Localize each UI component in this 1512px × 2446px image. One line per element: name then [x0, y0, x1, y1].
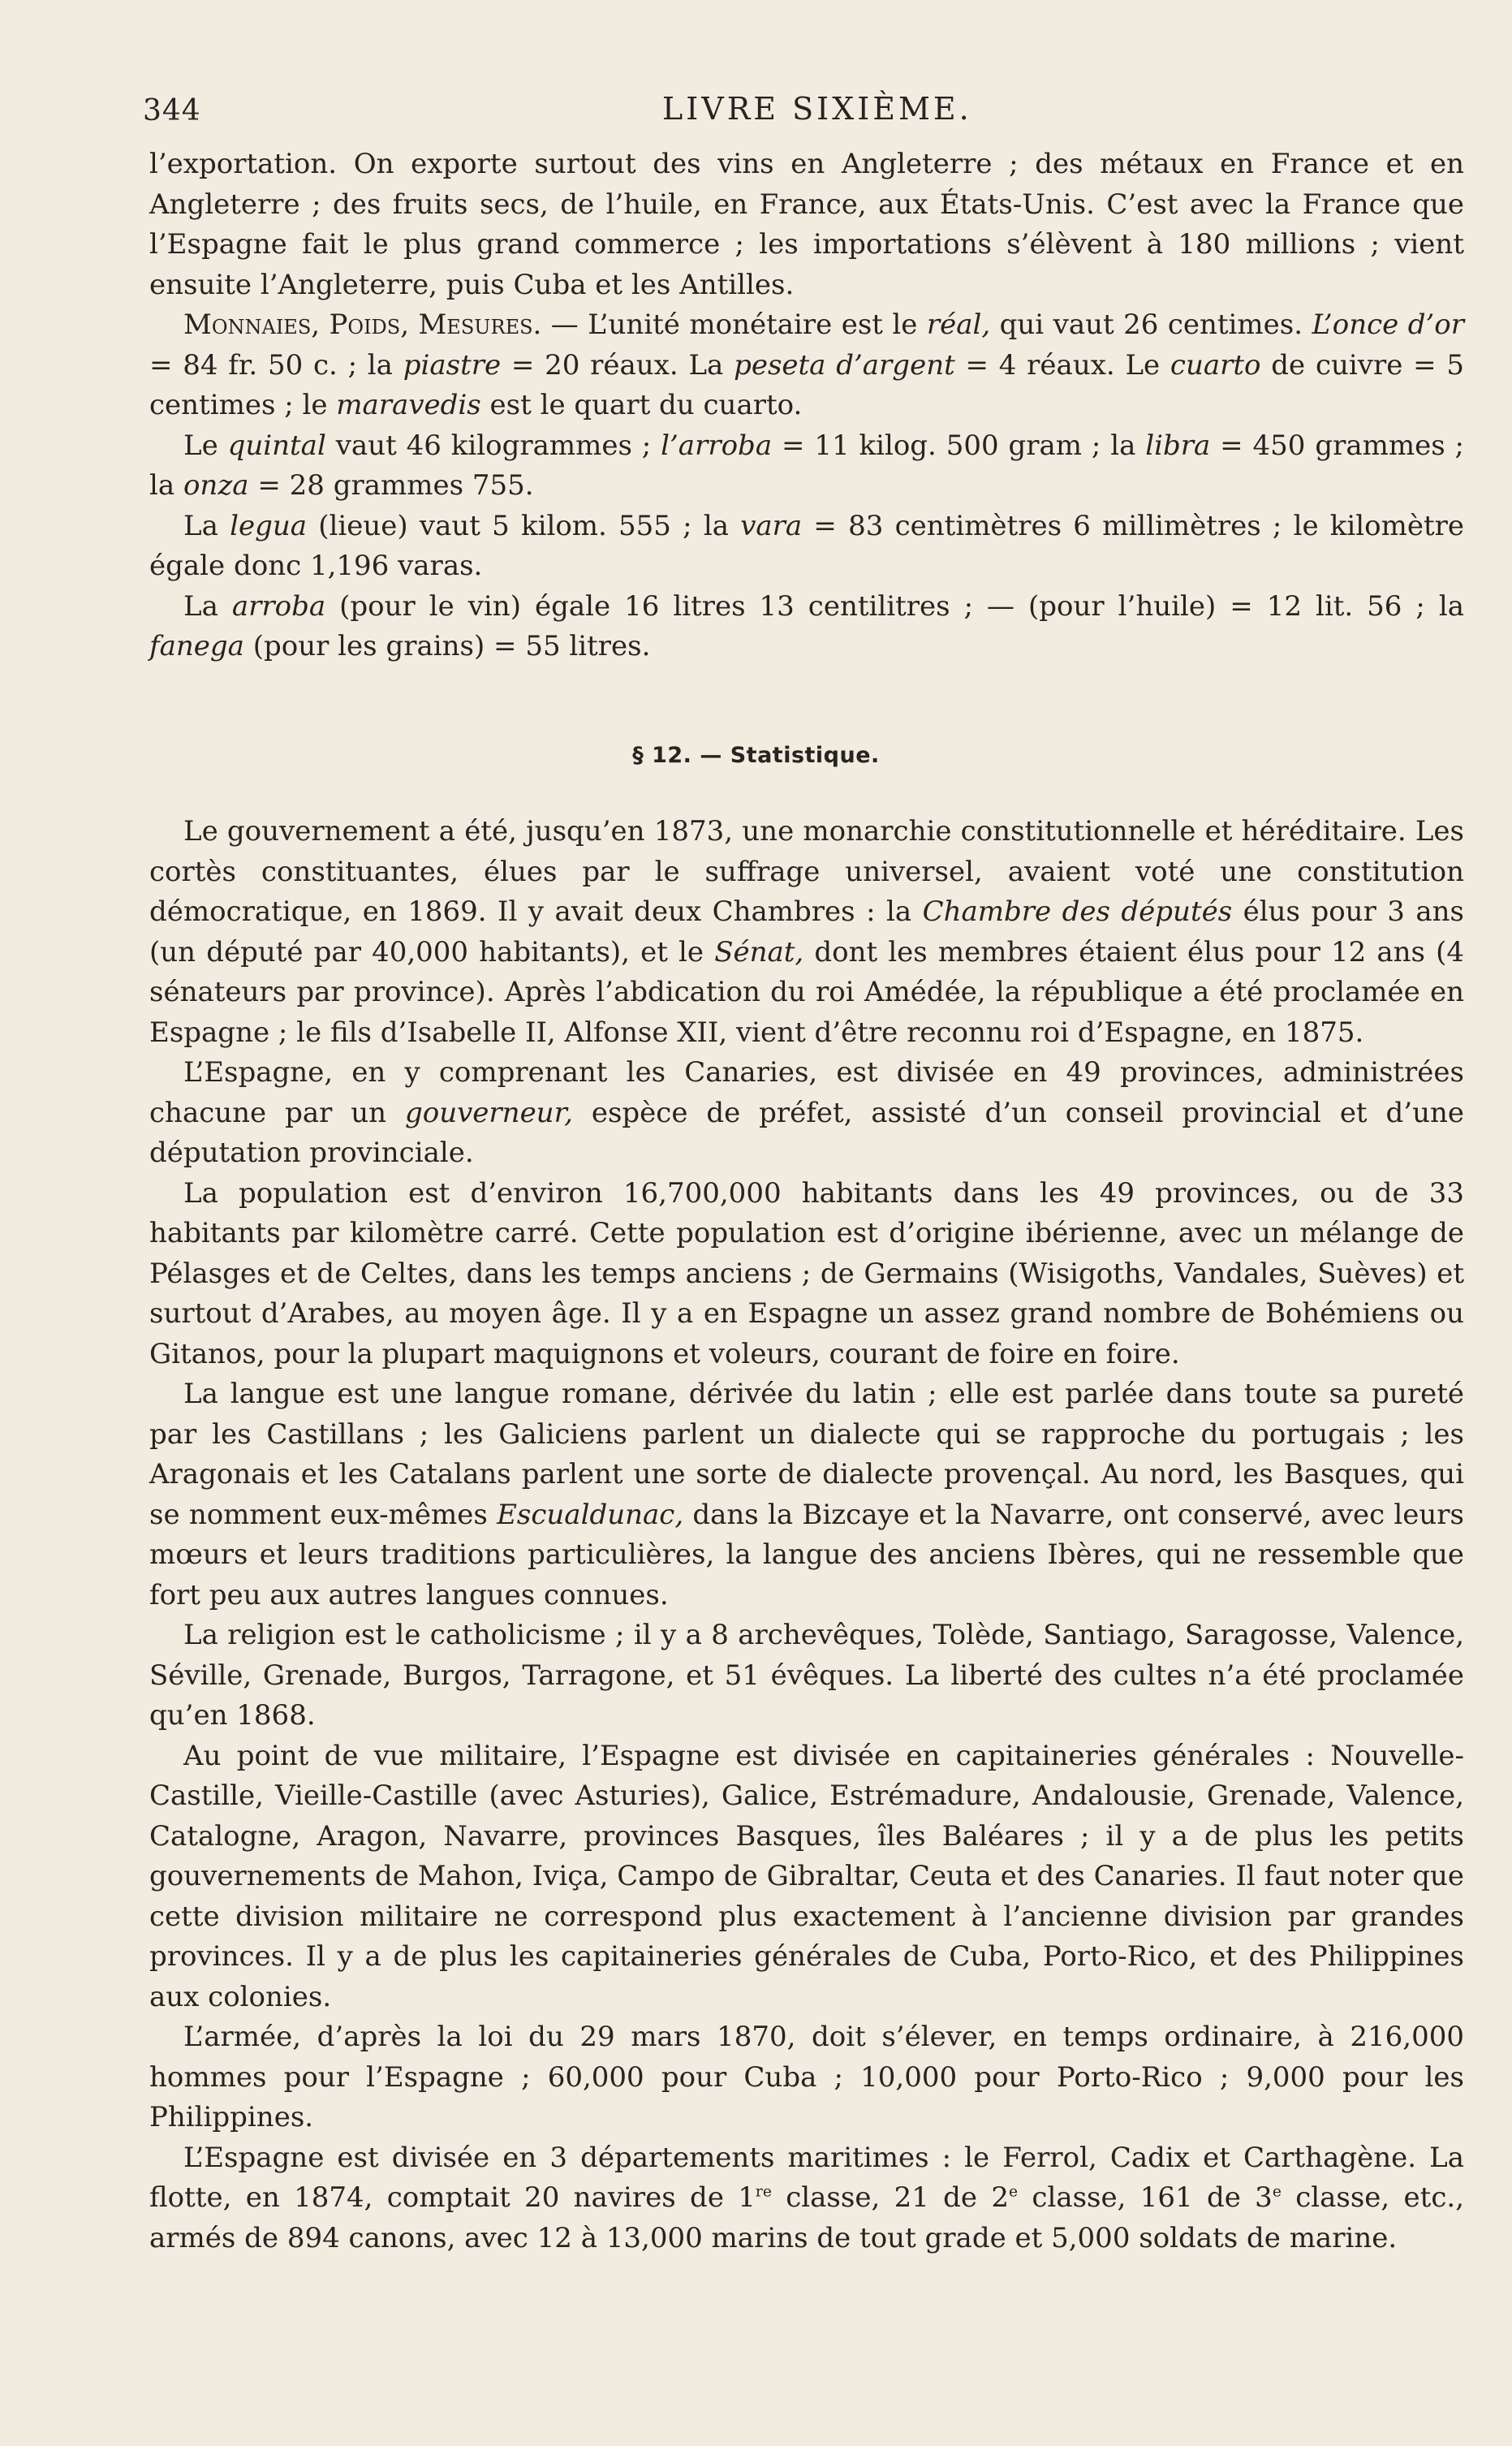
text-run: dont les membres étaient élus pour 12 ans (4 sénateurs par province). Après l’abdication du roi Amédée, la république a été proclamée en Espagne ; le fils d’Isabelle II, Alfonse XII, vient d’être reconnu roi d’Espagne, en 1875.: [149, 935, 1464, 1049]
text-run: = 28 grammes 755.: [248, 469, 534, 502]
italic-term: l’arroba: [661, 429, 773, 462]
text-run: La: [183, 589, 232, 623]
paragraph-poids: [149, 426, 1464, 507]
text-run: Le: [183, 429, 228, 462]
text-run: Le gouvernement a été, jusqu’en 1873, une monarchie constitutionnelle et héréditaire. Les cortès constituantes, élues par le suffrage universel, avaient voté une constitution démocratique, en 1869. Il y avait deux Chambres : la: [149, 815, 1464, 928]
text-run: (pour les grains) = 55 litres.: [243, 630, 651, 662]
text-run: de cuivre = 5 centimes ; le: [149, 348, 1464, 421]
italic-term: peseta d’argent: [734, 348, 955, 382]
italic-term: piastre: [403, 348, 502, 382]
text-run: (pour le vin) égale 16 litres 13 centilitres ; — (pour l’huile) = 12 lit. 56 ; la: [325, 589, 1465, 623]
text-run: est le quart du cuarto.: [480, 389, 803, 421]
paragraph-religion: La religion est le catholicisme ; il y a 8 archevêques, Tolède, Santiago, Saragosse, Valence, Séville, Grenade, Burgos, Tarragone, et 51 évêques. La liberté des cultes n’a été proclamée qu’en 1868.: [149, 1619, 1464, 1732]
text-run: classe, etc., armés de 894 canons, avec 12 à 13,000 marins de tout grade et 5,000 soldats de marine.: [149, 2181, 1465, 2254]
italic-term: réal,: [926, 308, 991, 341]
italic-term: L’once d’or: [1312, 308, 1464, 341]
italic-term: onza: [183, 469, 249, 502]
paragraph-armee: L’armée, d’après la loi du 29 mars 1870, doit s’élever, en temps ordinaire, à 216,000 hommes pour l’Espagne ; 60,000 pour Cuba ; 10,000 pour Porto-Rico ; 9,000 pour les Philippines.: [149, 2021, 1464, 2133]
statistique-text: [149, 812, 1464, 2258]
text-run: classe, 21 de 2: [771, 2181, 1010, 2214]
text-run: élus pour 3 ans (un député par 40,000 habitants), et le: [149, 895, 1464, 968]
text-run: L’Espagne est divisée en 3 départements maritimes : le Ferrol, Cadix et Carthagène. La flotte, en 1874, comptait 20 navires de 1: [149, 2141, 1464, 2214]
paragraph-provinces: [149, 1053, 1464, 1174]
superscript: e: [1272, 2183, 1282, 2201]
italic-term: legua: [230, 509, 308, 542]
text-run: = 4 réaux. Le: [954, 348, 1170, 382]
paragraph-gouvernement: [149, 812, 1464, 1053]
section-heading: § 12. — Statistique.: [632, 743, 880, 768]
italic-term: vara: [740, 509, 803, 542]
text-run: = 83 centimètres 6 millimètres ; le kilomètre égale donc 1,196 varas.: [149, 509, 1465, 582]
text-run: — L’unité monétaire est le: [541, 308, 927, 341]
text-run: qui vaut 26 centimes.: [990, 308, 1312, 341]
italic-term: arroba: [231, 589, 326, 623]
commerce-and-measures-text: [149, 145, 1464, 667]
superscript: e: [1009, 2183, 1019, 2201]
paragraph-mesures: [149, 507, 1464, 587]
text-run: La langue est une langue romane, dérivée du latin ; elle est parlée dans toute sa pureté par les Castillans ; les Galiciens parlent un dialecte qui se rapproche du portugais ; les Aragonais et les Catalans parlent une sorte de dialecte provençal. Au nord, les Basques, qui se nomment eux-mêmes: [149, 1378, 1464, 1531]
text-run: (lieue) vaut 5 kilom. 555 ; la: [307, 509, 741, 542]
paragraph-exportation: l’exportation. On exporte surtout des vins en Angleterre ; des métaux en France et en Angleterre ; des fruits secs, de l’huile, en France, aux États-Unis. C’est avec la France que l’Espagne fait le plus grand commerce ; les importations s’élèvent à 180 millions ; vient ensuite l’Angleterre, puis Cuba et les Antilles.: [149, 148, 1464, 301]
text-run: = 20 réaux. La: [501, 348, 734, 382]
text-run: espèce de préfet, assisté d’un conseil provincial et d’une députation provinciale.: [149, 1096, 1464, 1169]
paragraph-population: La population est d’environ 16,700,000 habitants dans les 49 provinces, ou de 33 habitants par kilomètre carré. Cette population est d’origine ibérienne, avec un mélange de Pélasges et de Celtes, dans les temps anciens ; de Germains (Wisigoths, Vandales, Suèves) et surtout d’Arabes, au moyen âge. Il y a en Espagne un assez grand nombre de Bohémiens ou Gitanos, pour la plupart maquignons et voleurs, courant de foire en foire.: [149, 1176, 1464, 1370]
italic-term: maravedis: [336, 389, 481, 421]
italic-term: quintal: [227, 429, 326, 462]
text-run: classe, 161 de 3: [1018, 2181, 1273, 2214]
run-in-heading: Monnaies, Poids, Mesures.: [183, 308, 542, 341]
running-title: LIVRE SIXIÈME.: [662, 91, 972, 127]
paragraph-volumes: [149, 587, 1464, 667]
italic-term: cuarto: [1170, 348, 1261, 382]
text-run: = 450 grammes ; la: [149, 429, 1464, 502]
superscript: re: [755, 2183, 772, 2201]
italic-term: fanega: [149, 630, 244, 662]
paragraph-militaire: Au point de vue militaire, l’Espagne est divisée en capitaineries générales : Nouvelle-Castille, Vieille-Castille (avec Asturies), Galice, Estrémadure, Andalousie, Grenade, Valence, Catalogne, Aragon, Navarre, provinces Basques, îles Baléares ; il y a de plus les petits gouvernements de Mahon, Iviça, Campo de Gibraltar, Ceuta et des Canaries. Il faut noter que cette division militaire ne correspond plus exactement à l’ancienne division par grandes provinces. Il y a de plus les capitaineries générales de Cuba, Porto-Rico, et des Philippines aux colonies.: [149, 1739, 1464, 2013]
text-run: = 84 fr. 50 c. ; la: [149, 348, 403, 382]
text-run: La: [183, 509, 230, 542]
paragraph-marine: [149, 2138, 1464, 2259]
text-run: L’Espagne, en y comprenant les Canaries, est divisée en 49 provinces, administrées chacune par un: [149, 1056, 1464, 1129]
italic-term: gouverneur,: [404, 1096, 573, 1129]
italic-term: libra: [1145, 429, 1211, 462]
italic-term: Escualdunac,: [497, 1498, 684, 1531]
page-header: [143, 88, 1344, 136]
paragraph-monnaies: [149, 305, 1464, 426]
page-number: 344: [143, 94, 201, 127]
text-run: dans la Bizcaye et la Navarre, ont conservé, avec leurs mœurs et leurs traditions particulières, la langue des anciens Ibères, qui ne ressemble que fort peu aux autres langues connues.: [149, 1498, 1464, 1611]
text-run: vaut 46 kilogrammes ;: [325, 429, 661, 462]
italic-term: Chambre des députés: [922, 895, 1233, 928]
paragraph-langue: [149, 1374, 1464, 1616]
italic-term: Sénat,: [714, 935, 804, 968]
text-run: = 11 kilog. 500 gram ; la: [772, 429, 1146, 462]
